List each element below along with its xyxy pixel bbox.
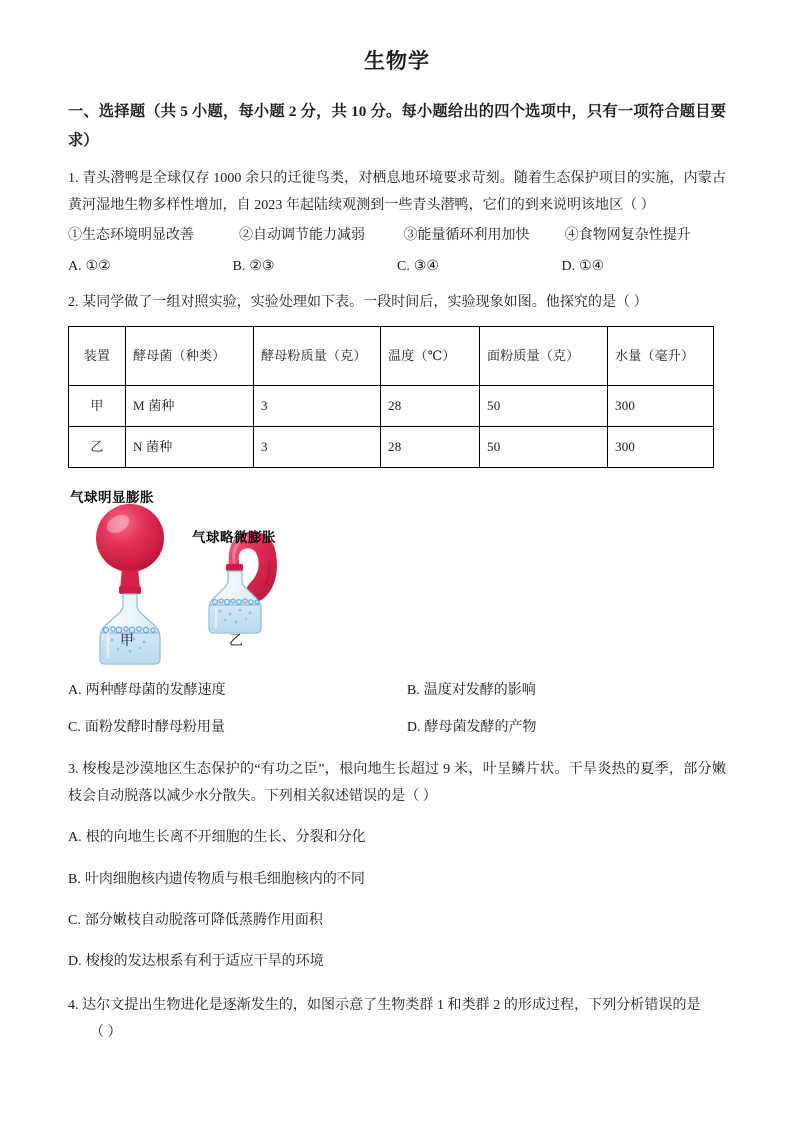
- option-a-letter: A.: [68, 830, 82, 846]
- question-4: [68, 992, 726, 1047]
- option-a[interactable]: [68, 253, 233, 280]
- option-a-letter: A.: [68, 683, 82, 699]
- option-d-letter: D.: [561, 258, 576, 274]
- question-1-stem: 1. 青头潜鸭是全球仅存 1000 余只的迁徙鸟类，对栖息地环境要求苛刻。随着生态保护项目的实施，内蒙古黄河湿地生物多样性增加，自 2023 年起陆续观测到一些青头潜鸭，它们的到来说明该地区（ ）: [68, 170, 726, 213]
- question-3: [68, 756, 726, 976]
- table-header-row: [69, 327, 714, 386]
- section-heading: 一、选择题（共 5 小题，每小题 2 分，共 10 分。每小题给出的四个选项中，只有一项符合题目要求）: [68, 103, 726, 150]
- cell-yeast-mass: 3: [254, 427, 381, 468]
- sub-option-4: ④食物网复杂性提升: [564, 228, 691, 244]
- option-b-text: 叶肉细胞核内遗传物质与根毛细胞核内的不同: [84, 871, 365, 887]
- cell-water-volume: 300: [608, 386, 714, 427]
- figure-label-slight-inflation: 气球略微膨胀: [192, 530, 276, 547]
- fermentation-figure: [68, 482, 726, 667]
- figure-caption-yi: 乙: [229, 634, 243, 650]
- question-2-options-row-1: [68, 677, 726, 704]
- cell-flour-mass: 50: [480, 386, 608, 427]
- option-c-letter: C.: [397, 258, 410, 274]
- option-b-letter: B.: [232, 258, 246, 274]
- experiment-table: [68, 326, 714, 468]
- option-a-text: ①②: [85, 258, 111, 274]
- header-temperature: 温度（℃）: [381, 327, 480, 386]
- option-d-text: ①④: [579, 258, 605, 274]
- option-a-text: 根的向地生长离不开细胞的生长、分裂和分化: [85, 830, 366, 846]
- question-1: [68, 165, 726, 280]
- balloon-inflated-icon: [96, 504, 164, 572]
- option-a[interactable]: [68, 677, 407, 704]
- option-b-letter: B.: [406, 683, 420, 699]
- sub-option-3: ③能量循环利用加快: [403, 228, 530, 244]
- option-b[interactable]: [233, 253, 398, 280]
- option-b[interactable]: [68, 866, 726, 893]
- option-c-letter: C.: [68, 720, 81, 736]
- header-yeast-type: 酵母菌（种类）: [126, 327, 254, 386]
- option-d[interactable]: [68, 948, 726, 975]
- header-water-volume: 水量（毫升）: [608, 327, 714, 386]
- option-c[interactable]: [397, 253, 562, 280]
- option-d-text: 梭梭的发达根系有利于适应干旱的环境: [85, 954, 324, 970]
- cell-water-volume: 300: [608, 427, 714, 468]
- header-yeast-mass: 酵母粉质量（克）: [254, 327, 381, 386]
- cell-flour-mass: 50: [480, 427, 608, 468]
- question-4-stem-tail: [68, 1019, 726, 1046]
- header-device: 装置: [69, 327, 126, 386]
- table-row: [69, 386, 714, 427]
- question-4-stem: 4. 达尔文提出生物进化是逐渐发生的，如图示意了生物类群 1 和类群 2 的形成过程，下列分析错误的是: [68, 997, 701, 1013]
- option-d-letter: D.: [68, 954, 82, 970]
- table-row: [69, 427, 714, 468]
- flask-yi-group: [209, 532, 277, 633]
- option-c[interactable]: [68, 907, 726, 934]
- sub-option-2: ②自动调节能力减弱: [238, 228, 365, 244]
- cell-yeast-mass: 3: [254, 386, 381, 427]
- page-content: [68, 48, 726, 1046]
- figure-caption-jia: 甲: [120, 634, 134, 650]
- question-2-stem: 2. 某同学做了一组对照实验，实验处理如下表。一段时间后，实验现象如图。他探究的是（ ）: [68, 294, 648, 310]
- option-a-letter: A.: [68, 258, 82, 274]
- option-c-text: ③④: [413, 258, 439, 274]
- question-3-options: [68, 824, 726, 975]
- option-c[interactable]: [68, 714, 407, 741]
- page-title: 生物学: [364, 49, 430, 73]
- option-a-text: 两种酵母菌的发酵速度: [85, 683, 226, 699]
- option-d[interactable]: [562, 253, 727, 280]
- option-d-letter: D.: [406, 720, 421, 736]
- fermentation-illustration: [68, 482, 368, 672]
- cell-device: 乙: [69, 427, 126, 468]
- question-2: [68, 289, 726, 742]
- question-2-options-row-2: [68, 714, 726, 741]
- option-d-text: 酵母菌发酵的产物: [424, 720, 537, 736]
- figure-label-significant-inflation: 气球明显膨胀: [70, 490, 154, 507]
- option-b-letter: B.: [68, 871, 81, 887]
- cell-temperature: 28: [381, 427, 480, 468]
- question-4-answer-paren: （ ）: [90, 1024, 122, 1040]
- option-b[interactable]: [407, 677, 536, 704]
- question-1-options: [68, 253, 726, 280]
- option-d[interactable]: [407, 714, 537, 741]
- sub-option-1: ①生态环境明显改善: [68, 228, 194, 244]
- option-b-text: ②③: [249, 258, 275, 274]
- option-c-text: 部分嫩枝自动脱落可降低蒸腾作用面积: [84, 912, 323, 928]
- option-c-text: 面粉发酵时酵母粉用量: [84, 720, 225, 736]
- cell-device: 甲: [69, 386, 126, 427]
- cell-yeast-type: N 菌种: [126, 427, 254, 468]
- cell-yeast-type: M 菌种: [126, 386, 254, 427]
- question-1-sub-options: [68, 222, 726, 249]
- question-3-stem: 3. 梭梭是沙漠地区生态保护的“有功之臣”，根向地生长超过 9 米，叶呈鳞片状。干旱炎热的夏季，部分嫩枝会自动脱落以减少水分散失。下列相关叙述错误的是（ ）: [68, 761, 726, 805]
- cell-temperature: 28: [381, 386, 480, 427]
- option-b-text: 温度对发酵的影响: [423, 683, 536, 699]
- header-flour-mass: 面粉质量（克）: [480, 327, 608, 386]
- option-c-letter: C.: [68, 912, 81, 928]
- option-a[interactable]: [68, 824, 726, 851]
